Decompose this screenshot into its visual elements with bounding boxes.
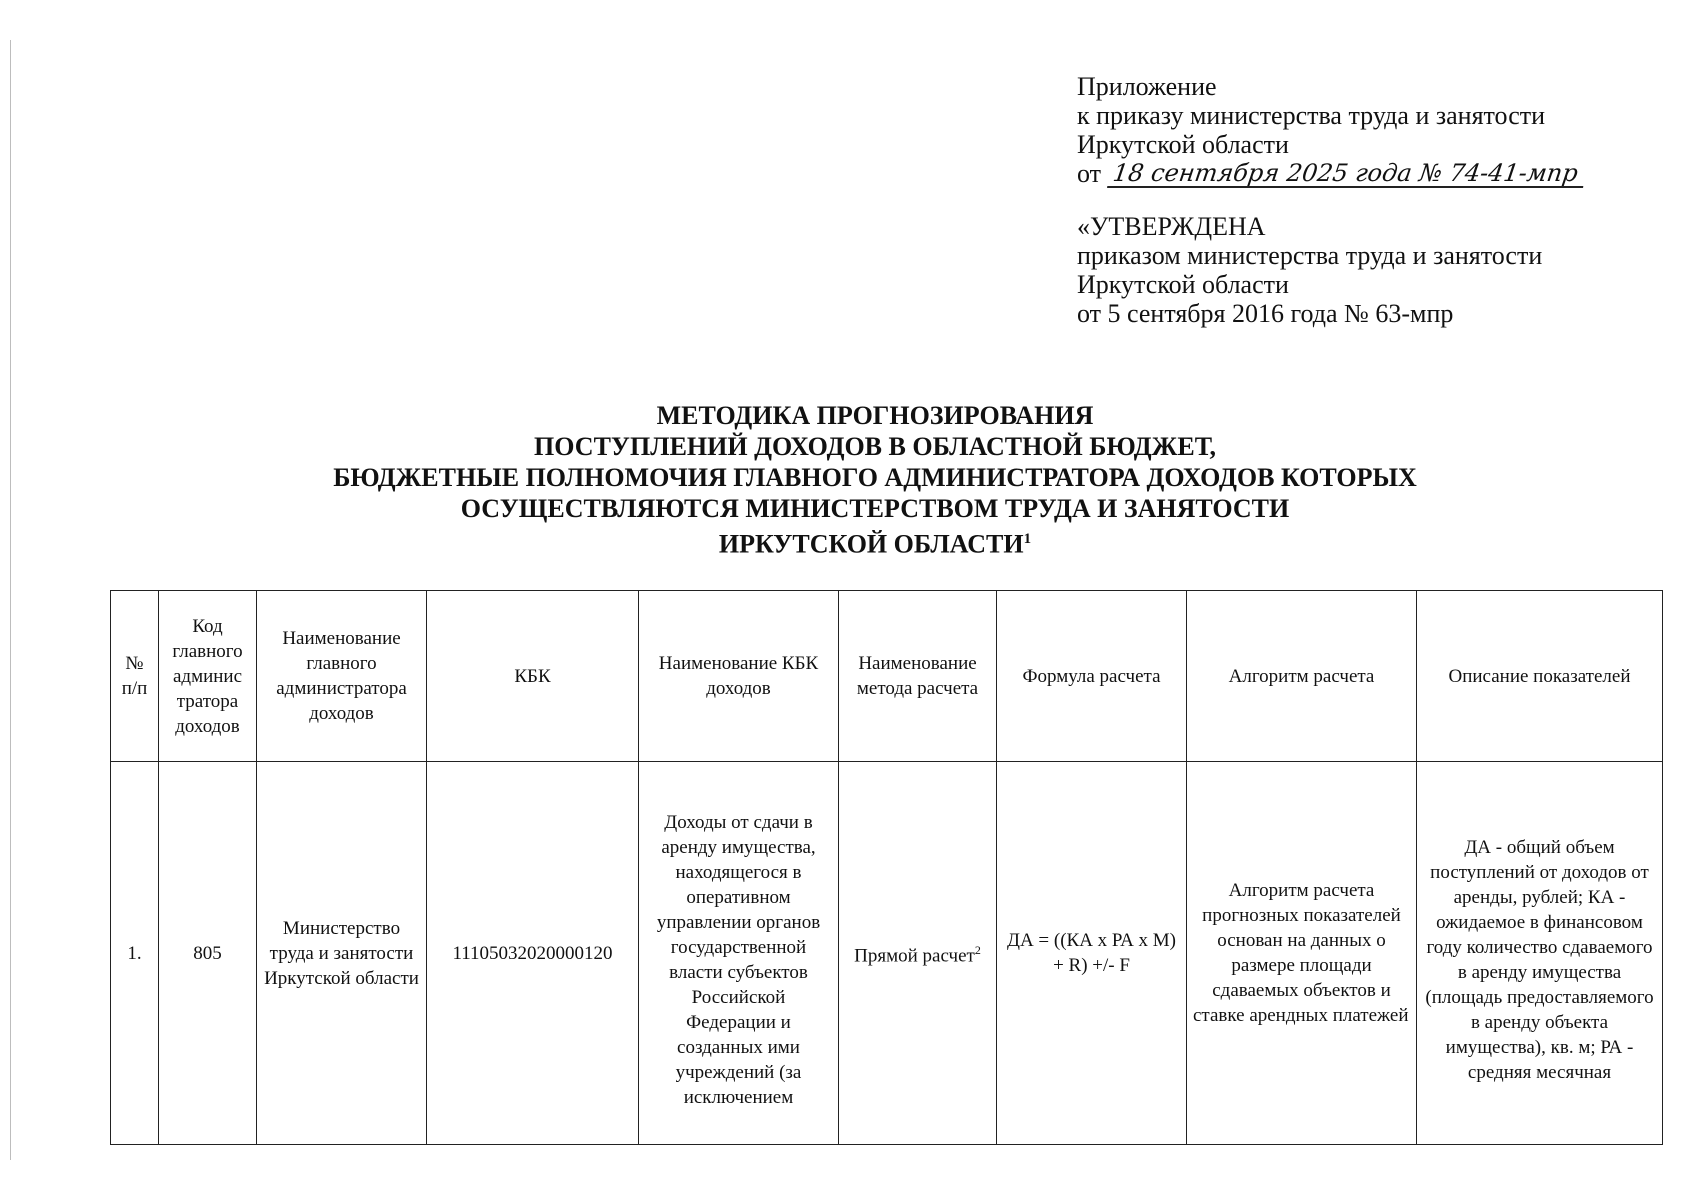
cell-method-text: Прямой расчет bbox=[854, 945, 975, 967]
methodology-table bbox=[110, 590, 1663, 1145]
approved-line-4: от 5 сентября 2016 года № 63-мпр bbox=[1077, 299, 1454, 328]
table-header-row bbox=[111, 591, 1663, 762]
header-description: Описание показателей bbox=[1417, 591, 1663, 762]
approved-line-1: «УТВЕРЖДЕНА bbox=[1077, 212, 1266, 241]
header-method: Наименование метода расчета bbox=[839, 591, 997, 762]
approved-line-2: приказом министерства труда и занятости bbox=[1077, 241, 1543, 270]
title-line-2: ПОСТУПЛЕНИЙ ДОХОДОВ В ОБЛАСТНОЙ БЮДЖЕТ, bbox=[534, 432, 1216, 461]
header-algorithm: Алгоритм расчета bbox=[1187, 591, 1417, 762]
title-line-4: ОСУЩЕСТВЛЯЮТСЯ МИНИСТЕРСТВОМ ТРУДА И ЗАНЯТОСТИ bbox=[460, 494, 1290, 523]
appendix-date-line bbox=[1077, 159, 1637, 188]
appendix-line-1: Приложение bbox=[1077, 72, 1217, 101]
scan-edge bbox=[10, 40, 11, 1160]
cell-description: ДА - общий объем поступлений от доходов от аренды, рублей; КА - ожидаемое в финансовом году количество сдаваемого в аренду имущества (площадь предоставляемого в аренду объекта имущества), кв. м; РА - средняя месячная bbox=[1417, 762, 1663, 1145]
header-formula: Формула расчета bbox=[997, 591, 1187, 762]
approved-line-3: Иркутской области bbox=[1077, 270, 1289, 299]
appendix-block bbox=[1077, 72, 1637, 328]
cell-method bbox=[839, 762, 997, 1145]
cell-formula: ДА = ((КА x РА x М) + R) +/- F bbox=[997, 762, 1187, 1145]
title-line-5-text: ИРКУТСКОЙ ОБЛАСТИ bbox=[718, 529, 1024, 559]
cell-kbk: 11105032020000120 bbox=[427, 762, 639, 1145]
title-line-1: МЕТОДИКА ПРОГНОЗИРОВАНИЯ bbox=[656, 401, 1094, 430]
title-line-5 bbox=[240, 524, 1510, 560]
cell-kbk-name: Доходы от сдачи в аренду имущества, находящегося в оперативном управлении органов государственной власти субъектов Российской Федерации и созданных ими учреждений (за исключением bbox=[639, 762, 839, 1145]
cell-algorithm: Алгоритм расчета прогнозных показателей основан на данных о размере площади сдаваемых объектов и ставке арендных платежей bbox=[1187, 762, 1417, 1145]
appendix-line-3: Иркутской области bbox=[1077, 130, 1289, 159]
header-kbk: КБК bbox=[427, 591, 639, 762]
header-kbk-name: Наименование КБК доходов bbox=[639, 591, 839, 762]
handwritten-date: 18 сентября 2025 года № 74-41-мпр bbox=[1107, 160, 1587, 188]
method-footnote-mark: 2 bbox=[974, 942, 981, 957]
appendix-line-2: к приказу министерства труда и занятости bbox=[1077, 101, 1546, 130]
title-line-3: БЮДЖЕТНЫЕ ПОЛНОМОЧИЯ ГЛАВНОГО АДМИНИСТРАТОРА ДОХОДОВ КОТОРЫХ bbox=[333, 463, 1417, 492]
header-num: № п/п bbox=[111, 591, 159, 762]
header-admin-name: Наименование главного администратора доходов bbox=[257, 591, 427, 762]
appendix-date-prefix: от bbox=[1077, 159, 1102, 188]
cell-admin-name: Министерство труда и занятости Иркутской области bbox=[257, 762, 427, 1145]
header-admin-code: Код главного админис тратора доходов bbox=[159, 591, 257, 762]
cell-admin-code: 805 bbox=[159, 762, 257, 1145]
document-title bbox=[240, 400, 1510, 560]
table-row bbox=[111, 762, 1663, 1145]
title-footnote-mark: 1 bbox=[1023, 531, 1032, 547]
approved-block bbox=[1077, 212, 1637, 328]
cell-num: 1. bbox=[111, 762, 159, 1145]
